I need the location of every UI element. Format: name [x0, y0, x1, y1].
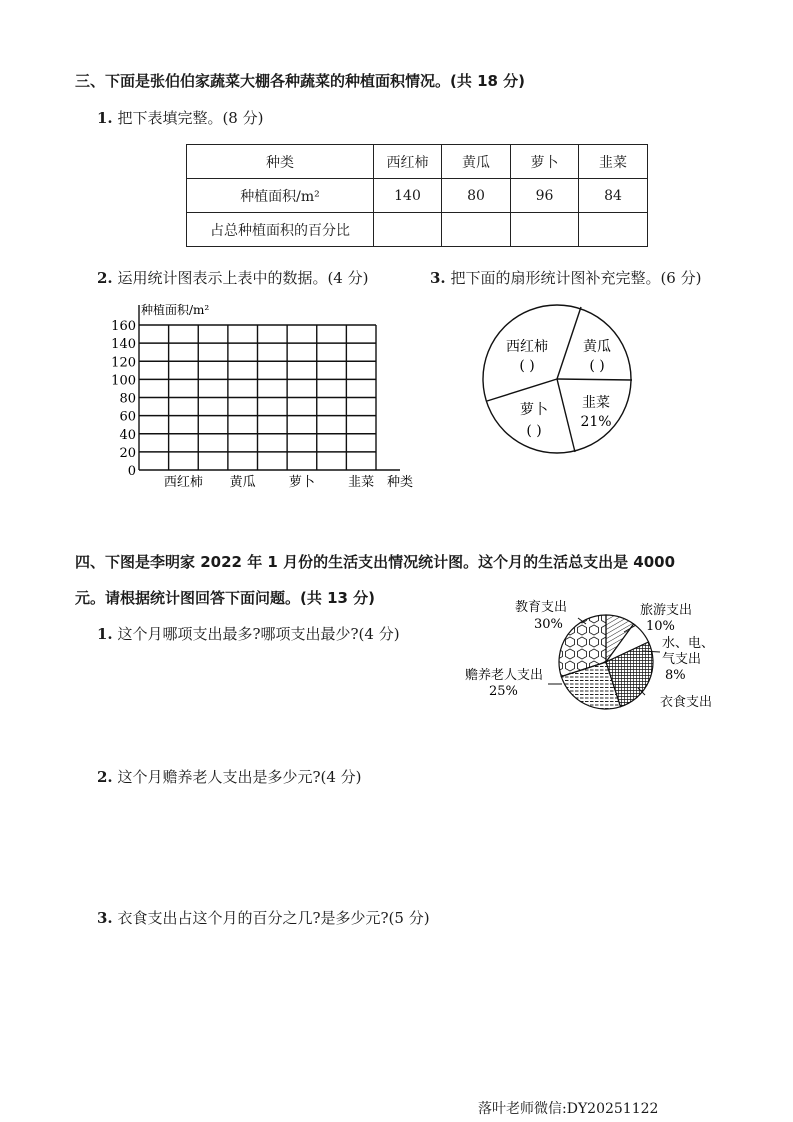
pie-slice-label: 教育支出	[515, 600, 568, 615]
pie-slice-label: 旅游支出	[640, 603, 693, 618]
question-number: 1.	[97, 625, 113, 643]
y-tick-label: 20	[119, 445, 136, 461]
y-axis-label: 种植面积/m²	[141, 303, 210, 317]
y-tick-label: 140	[111, 337, 136, 353]
question-number: 1.	[97, 109, 113, 127]
table-cell: 140	[374, 179, 442, 213]
y-tick-label: 80	[119, 391, 136, 407]
pie-slice-label: 赡养老人支出	[465, 668, 544, 683]
footer-watermark: 落叶老师微信:DY20251122	[478, 1101, 659, 1117]
table-header-cell: 西红柿	[374, 145, 442, 179]
table-header-cell: 萝卜	[511, 145, 579, 179]
table-cell: 84	[579, 179, 648, 213]
pie-slice-label: 西红柿	[506, 339, 548, 355]
question-text: 把下面的扇形统计图补充完整。(6 分)	[445, 269, 702, 287]
question-number: 2.	[97, 269, 113, 287]
pie-slice-value: ( )	[589, 358, 605, 374]
x-axis-label: 种类	[387, 475, 414, 490]
table-header-cell: 韭菜	[579, 145, 648, 179]
question-number: 3.	[97, 909, 113, 927]
question-text: 把下表填完整。(8 分)	[112, 109, 264, 127]
table-header-cell: 黄瓜	[442, 145, 511, 179]
x-tick-label: 黄瓜	[229, 475, 256, 490]
pie-divider	[557, 379, 632, 380]
table-cell: 96	[511, 179, 579, 213]
y-tick-label: 0	[127, 464, 136, 479]
y-tick-label: 120	[111, 355, 136, 371]
pie-slice-value: 30%	[534, 617, 563, 632]
section4-heading-line1: 四、下图是李明家 2022 年 1 月份的生活支出情况统计图。这个月的生活总支出是 4000	[75, 553, 676, 571]
pie-slice-label: 黄瓜	[583, 339, 611, 355]
question-number: 2.	[97, 768, 113, 786]
pie-slice-value: 21%	[580, 414, 612, 430]
table-cell: 80	[442, 179, 511, 213]
y-tick-label: 160	[111, 319, 136, 334]
pie-slice-value: 8%	[665, 668, 686, 683]
pie-slice-label: 气支出	[662, 652, 702, 667]
pie-slice-label: 韭菜	[582, 395, 610, 411]
x-tick-label: 萝卜	[288, 475, 315, 490]
pie-divider	[487, 379, 557, 401]
question-text: 这个月哪项支出最多?哪项支出最少?(4 分)	[112, 625, 400, 643]
pie-slice-label: 萝卜	[520, 402, 548, 418]
y-tick-label: 100	[111, 373, 136, 389]
table-cell: 占总种植面积的百分比	[187, 213, 374, 247]
y-tick-label: 60	[119, 409, 136, 425]
x-tick-label: 韭菜	[348, 475, 375, 490]
pie-slice-label: 水、电、	[662, 636, 715, 651]
pie-divider	[557, 379, 575, 452]
pie-slice-value: ( )	[526, 423, 542, 439]
question-text: 运用统计图表示上表中的数据。(4 分)	[112, 269, 369, 287]
y-tick-label: 40	[119, 427, 136, 443]
question-number: 3.	[430, 269, 446, 287]
table-cell: 种植面积/m²	[187, 179, 374, 213]
table-header-cell: 种类	[187, 145, 374, 179]
question-text: 衣食支出占这个月的百分之几?是多少元?(5 分)	[112, 909, 430, 927]
pie-slice-value: ( )	[519, 358, 535, 374]
pie-slice-value: 25%	[489, 684, 518, 699]
section4-heading-line2: 元。请根据统计图回答下面问题。(共 13 分)	[75, 589, 376, 607]
pie-slice-value: 10%	[646, 619, 675, 634]
question-text: 这个月赡养老人支出是多少元?(4 分)	[112, 768, 362, 786]
section3-heading: 三、下面是张伯伯家蔬菜大棚各种蔬菜的种植面积情况。(共 18 分)	[75, 72, 526, 90]
x-tick-label: 西红柿	[163, 475, 203, 490]
pie-slice-label: 衣食支出	[660, 695, 713, 710]
pie-divider	[557, 307, 581, 379]
